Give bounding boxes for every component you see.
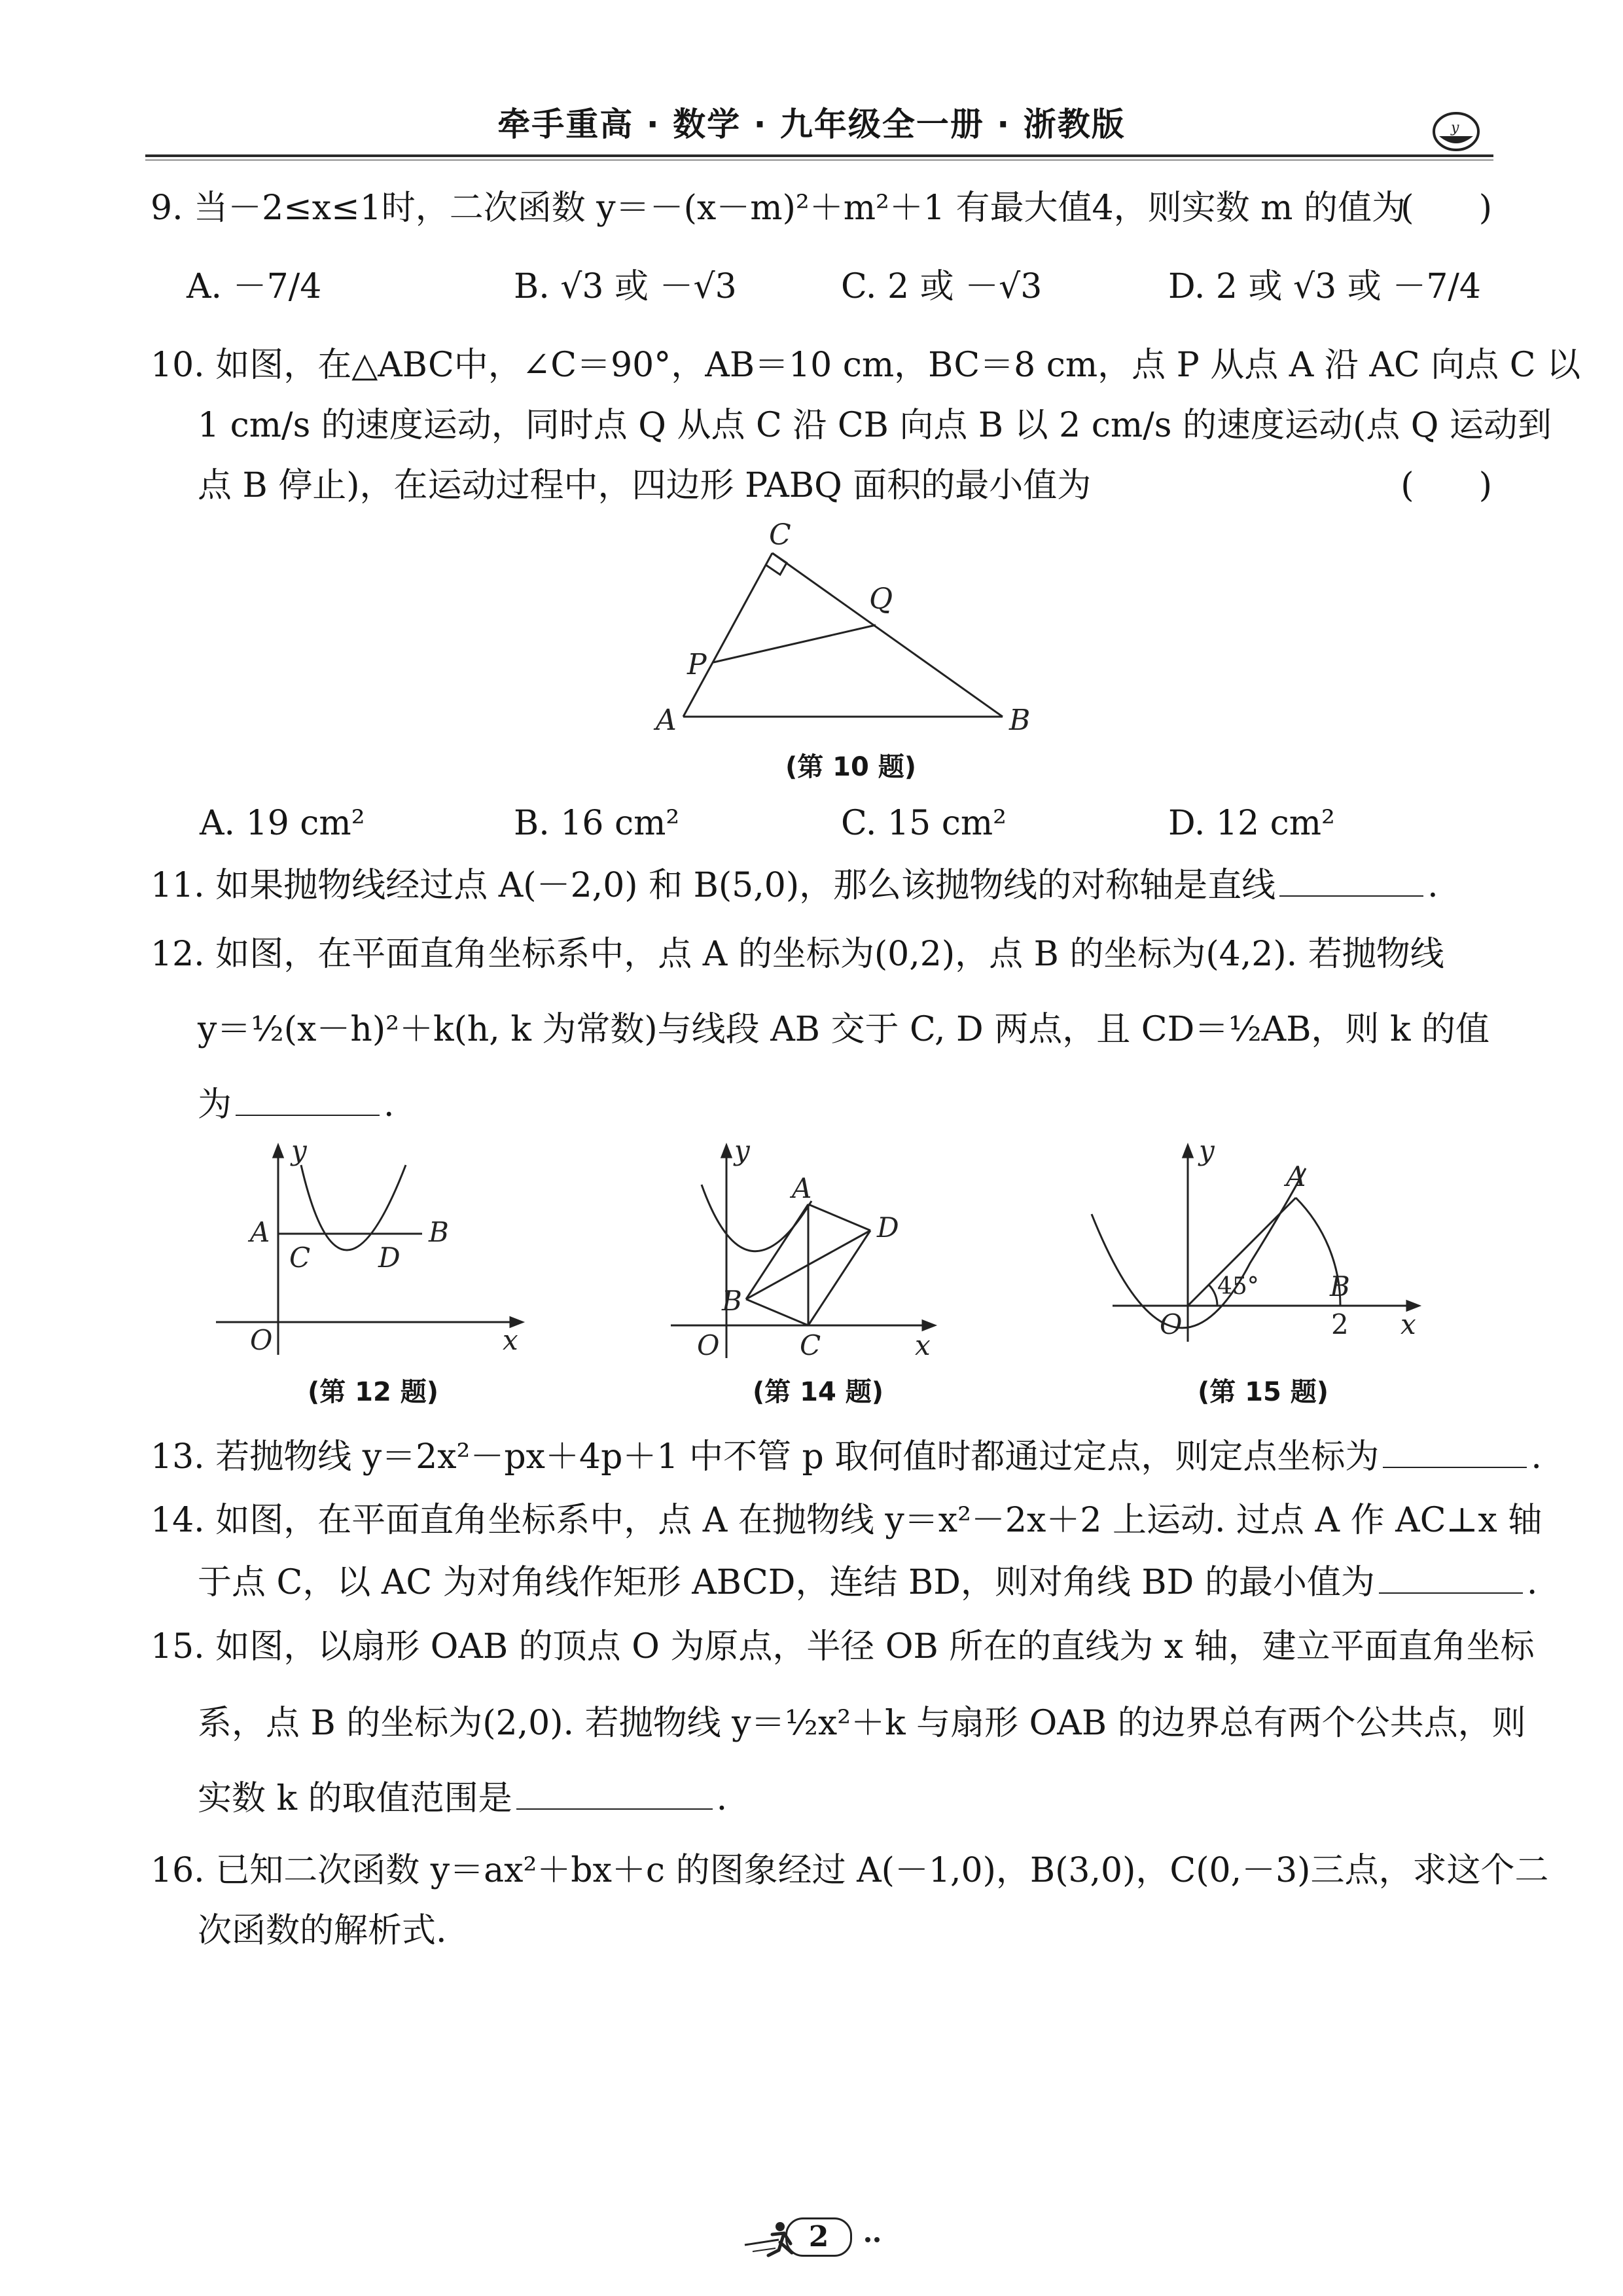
fig14-label-y: y — [734, 1139, 750, 1166]
question-10-line-3: 点 B 停止)，在运动过程中，四边形 PABQ 面积的最小值为 — [198, 466, 1092, 505]
question-11 — [151, 854, 1499, 917]
fig12-label-y: y — [291, 1139, 307, 1166]
fig12-label-a: A — [250, 1216, 270, 1248]
header-rule — [145, 154, 1493, 157]
question-12-figure — [209, 1139, 537, 1361]
question-12-line-3 — [198, 1073, 395, 1136]
question-14-line-2 — [198, 1551, 1537, 1614]
label-q: Q — [869, 583, 893, 616]
svg-text:y: y — [1451, 120, 1459, 136]
fig12-label-x: x — [503, 1324, 518, 1356]
question-13 — [151, 1426, 1542, 1488]
question-10-option-c: C. 15 cm² — [841, 804, 1007, 843]
question-10-answer-paren: ( ) — [1400, 466, 1492, 505]
fig14-label-d: D — [877, 1211, 899, 1244]
question-12-line-3-text: 为 — [198, 1085, 232, 1124]
question-11-end: . — [1427, 866, 1438, 905]
question-14-figure — [661, 1139, 975, 1361]
question-10-caption: (第 10 题) — [785, 752, 917, 782]
fig12-label-o: O — [250, 1324, 273, 1356]
label-p: P — [687, 648, 707, 681]
question-14-answer-blank[interactable] — [1379, 1592, 1523, 1594]
fig14-label-o: O — [697, 1329, 720, 1361]
question-13-answer-blank[interactable] — [1383, 1466, 1527, 1468]
question-15-figure — [1086, 1139, 1440, 1361]
question-10-option-a: A. 19 cm² — [200, 804, 365, 843]
question-9-option-a: A. －7/4 — [187, 267, 322, 306]
question-9-option-b: B. √3 或 －√3 — [514, 267, 737, 306]
question-11-text: 11. 如果抛物线经过点 A(－2,0) 和 B(5,0)，那么该抛物线的对称轴是直线 — [151, 866, 1276, 905]
label-b: B — [1009, 704, 1031, 737]
fig15-label-o: O — [1160, 1308, 1183, 1340]
question-15-answer-blank[interactable] — [516, 1808, 713, 1810]
question-12-answer-blank[interactable] — [236, 1114, 380, 1116]
question-10-option-d: D. 12 cm² — [1168, 804, 1335, 843]
question-15-line-3-text: 实数 k 的取值范围是 — [198, 1779, 512, 1818]
question-15-line-2: 系，点 B 的坐标为(2,0). 若抛物线 y＝½x²＋k 与扇形 OAB 的边界总有两个公共点，则 — [198, 1704, 1526, 1743]
question-14-line-2-text: 于点 C，以 AC 为对角线作矩形 ABCD，连结 BD，则对角线 BD 的最小值为 — [198, 1563, 1375, 1602]
question-15-line-3 — [198, 1767, 727, 1830]
question-9-option-d: D. 2 或 √3 或 －7/4 — [1168, 267, 1482, 306]
fig15-label-b: B — [1330, 1270, 1350, 1302]
question-14-end: . — [1526, 1563, 1538, 1602]
question-12-line-2: y＝½(x－h)²＋k(h, k 为常数)与线段 AB 交于 C, D 两点，且 CD＝½AB，则 k 的值 — [198, 1010, 1489, 1049]
fig12-label-c: C — [289, 1242, 311, 1274]
label-a: A — [656, 704, 677, 737]
question-14-line-1: 14. 如图，在平面直角坐标系中，点 A 在抛物线 y＝x²－2x＋2 上运动. 过点 A 作 AC⊥x 轴 — [151, 1501, 1543, 1540]
page-header: 牵手重高 · 数学 · 九年级全一册 · 浙教版 — [497, 105, 1126, 143]
question-15-caption: (第 15 题) — [1197, 1377, 1329, 1407]
fig14-label-x: x — [915, 1329, 931, 1361]
page-number: 2 — [785, 2217, 852, 2257]
fig15-label-2: 2 — [1331, 1308, 1349, 1340]
question-10-triangle-figure — [641, 517, 1060, 746]
question-13-end: . — [1531, 1437, 1542, 1477]
question-15-end: . — [716, 1779, 728, 1818]
label-c: C — [769, 518, 791, 552]
fig15-label-angle: 45° — [1217, 1273, 1259, 1300]
fig12-label-b: B — [429, 1216, 449, 1248]
question-14-caption: (第 14 题) — [752, 1377, 884, 1407]
fig12-label-d: D — [378, 1242, 401, 1274]
question-9-text: 9. 当－2≤x≤1时，二次函数 y＝－(x－m)²＋m²＋1 有最大值4，则实数 m 的值为 — [151, 188, 1406, 228]
question-12-end: . — [383, 1085, 395, 1124]
question-10-line-1: 10. 如图，在△ABC中，∠C＝90°，AB＝10 cm，BC＝8 cm，点 P 从点 A 沿 AC 向点 C 以 — [151, 346, 1581, 385]
question-10-line-2: 1 cm/s 的速度运动，同时点 Q 从点 C 沿 CB 向点 B 以 2 cm/s 的速度运动(点 Q 运动到 — [198, 406, 1552, 445]
fig14-label-b: B — [722, 1285, 742, 1317]
question-11-answer-blank[interactable] — [1279, 895, 1423, 897]
fig15-label-y: y — [1199, 1139, 1215, 1166]
fig15-label-a: A — [1286, 1160, 1306, 1193]
header-logo-icon — [1430, 110, 1482, 153]
fig15-label-x: x — [1400, 1308, 1416, 1340]
question-10-option-b: B. 16 cm² — [514, 804, 680, 843]
question-15-line-1: 15. 如图，以扇形 OAB 的顶点 O 为原点，半径 OB 所在的直线为 x 轴，建立平面直角坐标 — [151, 1627, 1535, 1666]
fig14-label-c: C — [800, 1329, 821, 1361]
question-16-line-1: 16. 已知二次函数 y＝ax²＋bx＋c 的图象经过 A(－1,0)，B(3,0)，C(0,－3)三点，求这个二 — [151, 1851, 1549, 1890]
question-9-option-c: C. 2 或 －√3 — [841, 267, 1043, 306]
question-16-line-2: 次函数的解析式. — [198, 1911, 447, 1950]
fig14-label-a: A — [792, 1172, 812, 1204]
question-12-line-1: 12. 如图，在平面直角坐标系中，点 A 的坐标为(0,2)，点 B 的坐标为(4,2). 若抛物线 — [151, 935, 1444, 974]
question-9-answer-paren: ( ) — [1400, 188, 1492, 228]
question-12-caption: (第 12 题) — [307, 1377, 439, 1407]
question-13-text: 13. 若抛物线 y＝2x²－px＋4p＋1 中不管 p 取何值时都通过定点，则定点坐标为 — [151, 1437, 1380, 1477]
